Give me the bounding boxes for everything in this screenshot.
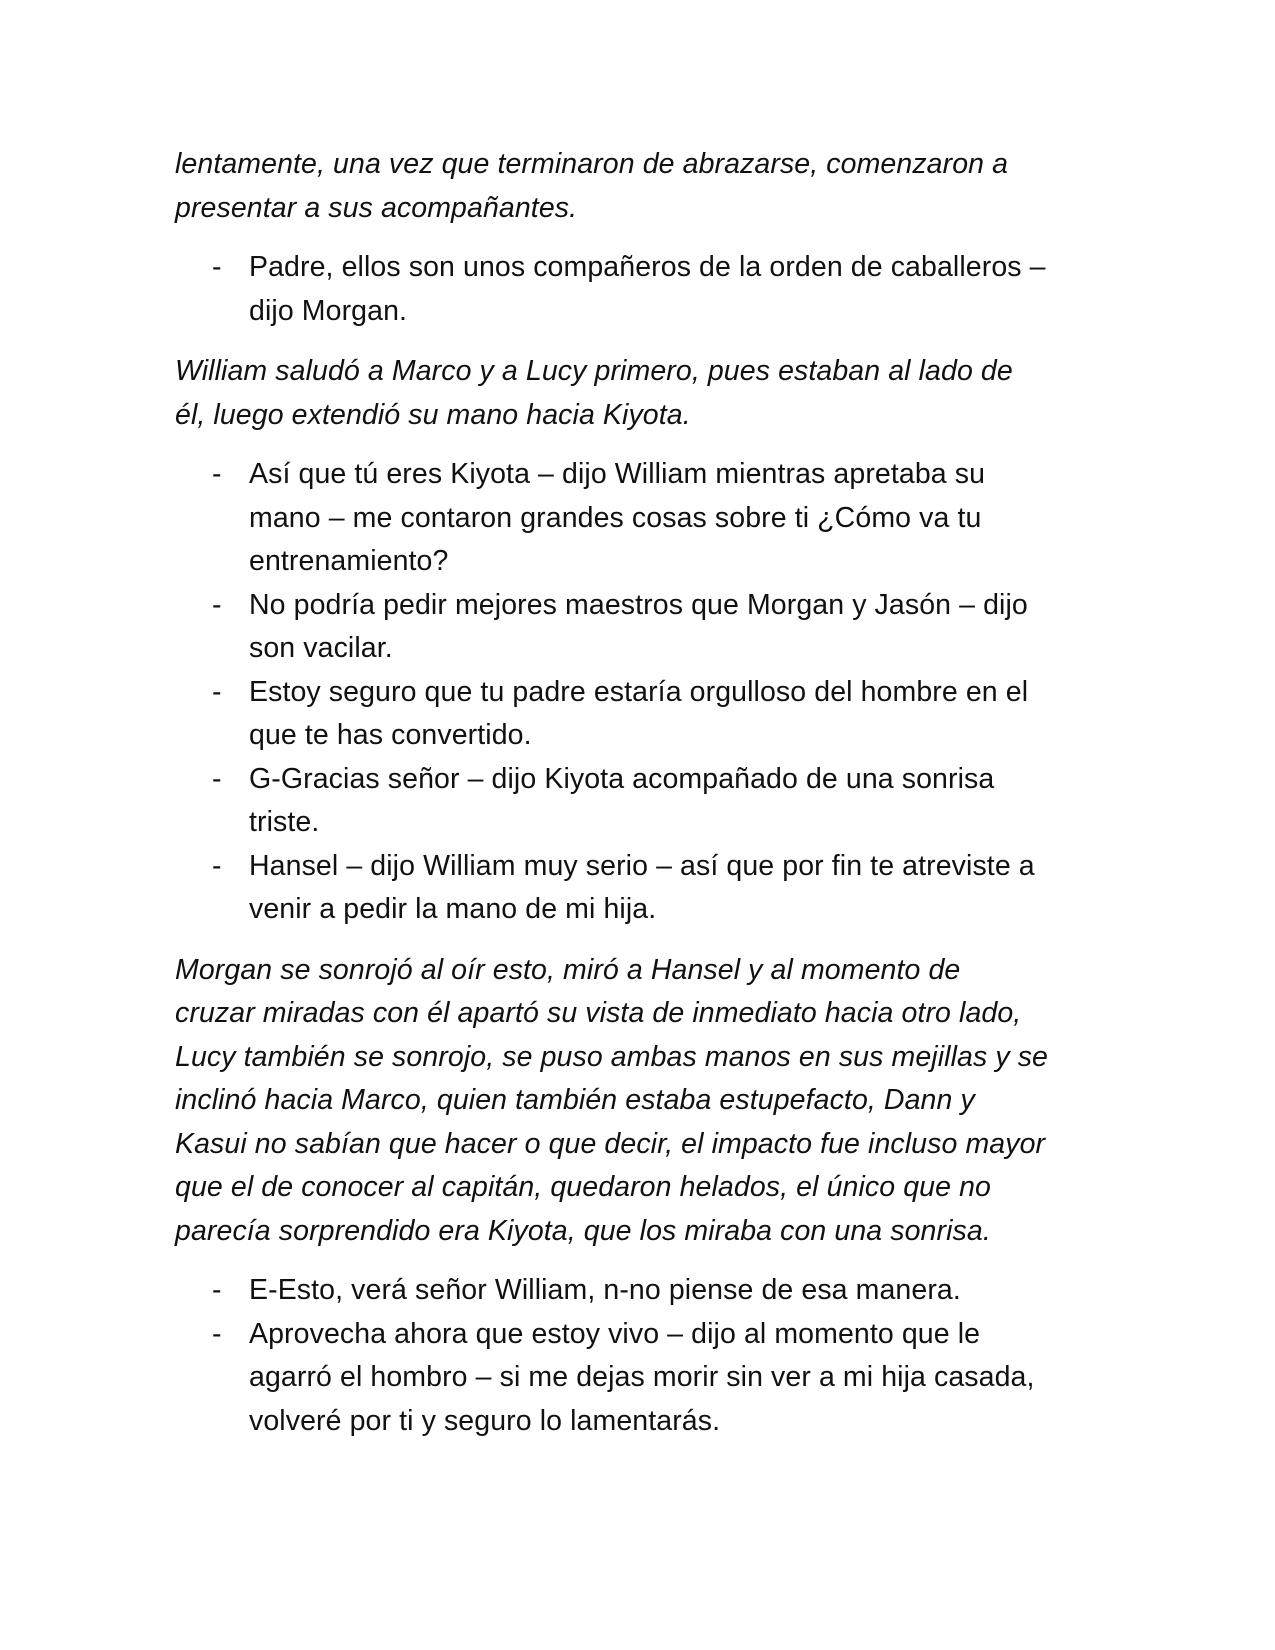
dialogue-list: [175, 1269, 1095, 1443]
text-line: que el de conocer al capitán, quedaron helados, el único que no: [175, 1171, 991, 1203]
text-line: G-Gracias señor – dijo Kiyota acompañado de una sonrisa: [249, 762, 995, 795]
text-line: volveré por ti y seguro lo lamentarás.: [249, 1404, 721, 1437]
text-line: inclinó hacia Marco, quien también estaba estupefacto, Dann y: [175, 1084, 975, 1116]
text-line: él, luego extendió su mano hacia Kiyota.: [175, 398, 691, 431]
text-line: triste.: [249, 806, 320, 838]
dialogue-dash: -: [212, 849, 222, 882]
text-line: agarró el hombro – si me dejas morir sin ver a mi hija casada,: [249, 1361, 1035, 1393]
dialogue-list: [175, 246, 1095, 333]
text-line: Kasui no sabían que hacer o que decir, el impacto fue incluso mayor: [175, 1127, 1046, 1160]
text-line: que te has convertido.: [249, 719, 532, 751]
dialogue-list: [175, 453, 1095, 932]
text-line: presentar a sus acompañantes.: [175, 191, 578, 224]
dialogue-line: [175, 671, 1095, 758]
text-line: Así que tú eres Kiyota – dijo William mientras apretaba su: [249, 458, 986, 490]
dialogue-dash: -: [212, 1274, 222, 1306]
text-line: No podría pedir mejores maestros que Morgan y Jasón – dijo: [249, 588, 1028, 621]
text-line: William saludó a Marco y a Lucy primero, pues estaban al lado de: [175, 355, 1013, 387]
text-line: Aprovecha ahora que estoy vivo – dijo al momento que le: [249, 1317, 981, 1350]
dialogue-dash: -: [212, 458, 222, 490]
dialogue-dash: -: [212, 588, 222, 621]
text-line: venir a pedir la mano de mi hija.: [249, 893, 657, 925]
dialogue-line: [175, 584, 1095, 671]
dialogue-line: [175, 246, 1095, 333]
dialogue-line: [175, 758, 1095, 845]
dialogue-line: [175, 453, 1095, 584]
dialogue-dash: -: [212, 675, 222, 708]
text-line: cruzar miradas con él apartó su vista de inmediato hacia otro lado,: [175, 997, 1022, 1029]
text-line: parecía sorprendido era Kiyota, que los miraba con una sonrisa.: [175, 1214, 991, 1247]
text-line: E-Esto, verá señor William, n-no piense de esa manera.: [249, 1274, 961, 1306]
text-line: Morgan se sonrojó al oír esto, miró a Hansel y al momento de: [175, 953, 961, 986]
dialogue-line: [175, 845, 1095, 932]
dialogue-line: [175, 1313, 1095, 1444]
dialogue-dash: -: [212, 762, 222, 795]
text-line: Padre, ellos son unos compañeros de la orden de caballeros –: [249, 251, 1046, 283]
text-line: Lucy también se sonrojo, se puso ambas manos en sus mejillas y se: [175, 1040, 1049, 1073]
narration-paragraph: [175, 350, 1095, 437]
narration-paragraph: [175, 949, 1095, 1254]
text-line: Estoy seguro que tu padre estaría orgulloso del hombre en el: [249, 675, 1029, 708]
dialogue-dash: -: [212, 1317, 222, 1350]
text-line: mano – me contaron grandes cosas sobre ti ¿Cómo va tu: [249, 501, 982, 534]
text-line: Hansel – dijo William muy serio – así que por fin te atreviste a: [249, 849, 1035, 882]
text-line: entrenamiento?: [249, 545, 449, 577]
text-line: son vacilar.: [249, 632, 393, 664]
dialogue-dash: -: [212, 251, 222, 283]
page-content: [175, 143, 1095, 1460]
text-line: dijo Morgan.: [249, 294, 408, 327]
text-line: lentamente, una vez que terminaron de abrazarse, comenzaron a: [175, 148, 1009, 180]
dialogue-line: [175, 1269, 1095, 1313]
narration-paragraph: [175, 143, 1095, 230]
